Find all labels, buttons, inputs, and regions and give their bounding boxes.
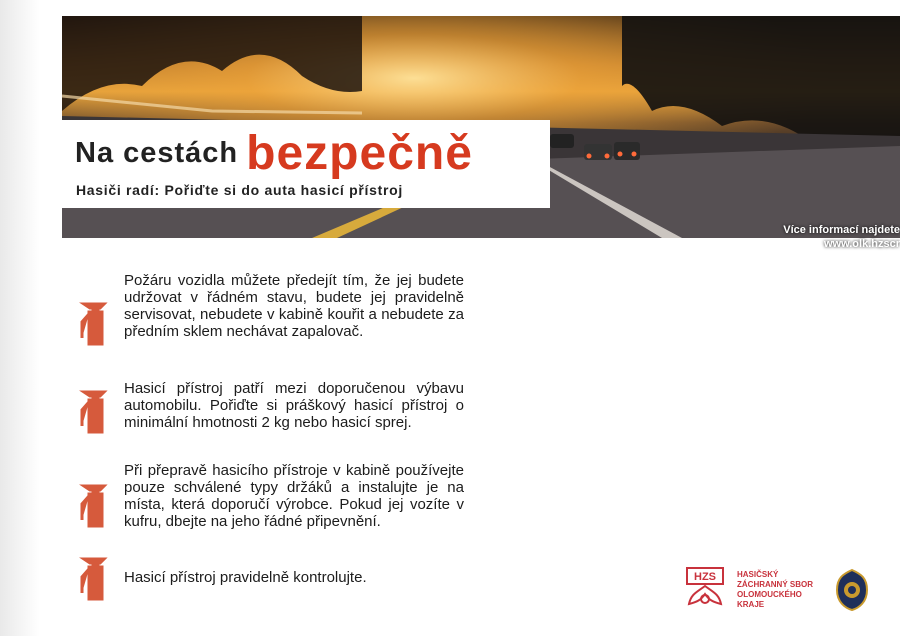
hzs-name-line: ZÁCHRANNÝ SBOR bbox=[737, 580, 813, 589]
page-title bbox=[75, 126, 473, 181]
title-part-2: bezpečně bbox=[246, 127, 473, 180]
fire-extinguisher-icon bbox=[78, 482, 110, 528]
fire-extinguisher-icon bbox=[78, 555, 110, 601]
page-subtitle: Hasiči radí: Pořiďte si do auta hasicí přístroj bbox=[76, 182, 403, 198]
hzs-name-line: OLOMOUCKÉHO bbox=[737, 590, 802, 599]
item-text: Hasicí přístroj pravidelně kontrolujte. bbox=[124, 569, 367, 586]
footer-logos bbox=[683, 566, 883, 616]
fire-rescue-emblem-icon bbox=[835, 568, 869, 612]
hzs-name-line: HASIČSKÝ bbox=[737, 570, 779, 579]
title-box bbox=[62, 120, 550, 208]
item-text: Požáru vozidla můžete předejít tím, že jej budete udržovat v řádném stavu, budete jej pravidelně servisovat, nebudete v kabině kouřit a nebudete za předním sklem nechávat zapalovač. bbox=[124, 272, 464, 340]
page-edge-shadow bbox=[0, 0, 40, 636]
website-link[interactable]: www.olk.hzscr bbox=[823, 238, 900, 250]
item-text: Hasicí přístroj patří mezi doporučenou výbavu automobilu. Pořiďte si práškový hasicí přístroj o minimální hmotnosti 2 kg nebo hasicí sprej. bbox=[124, 380, 464, 431]
title-part-1: Na cestách bbox=[75, 137, 239, 169]
fire-extinguisher-icon bbox=[78, 388, 110, 434]
more-info-text bbox=[783, 223, 900, 251]
fire-extinguisher-icon bbox=[78, 300, 110, 346]
more-info-line: Více informací najdete bbox=[783, 224, 900, 236]
hzs-badge-text: HZS bbox=[694, 571, 716, 583]
hzs-name-line: KRAJE bbox=[737, 600, 765, 609]
hzs-logo-icon bbox=[683, 566, 727, 612]
item-text: Při přepravě hasicího přístroje v kabině používejte pouze schválené typy držáků a instalujte je na místa, která doporučí výrobce. Pokud jej vozíte v kufru, dbejte na jeho řádné připevnění. bbox=[124, 462, 464, 530]
hzs-name bbox=[737, 570, 813, 610]
